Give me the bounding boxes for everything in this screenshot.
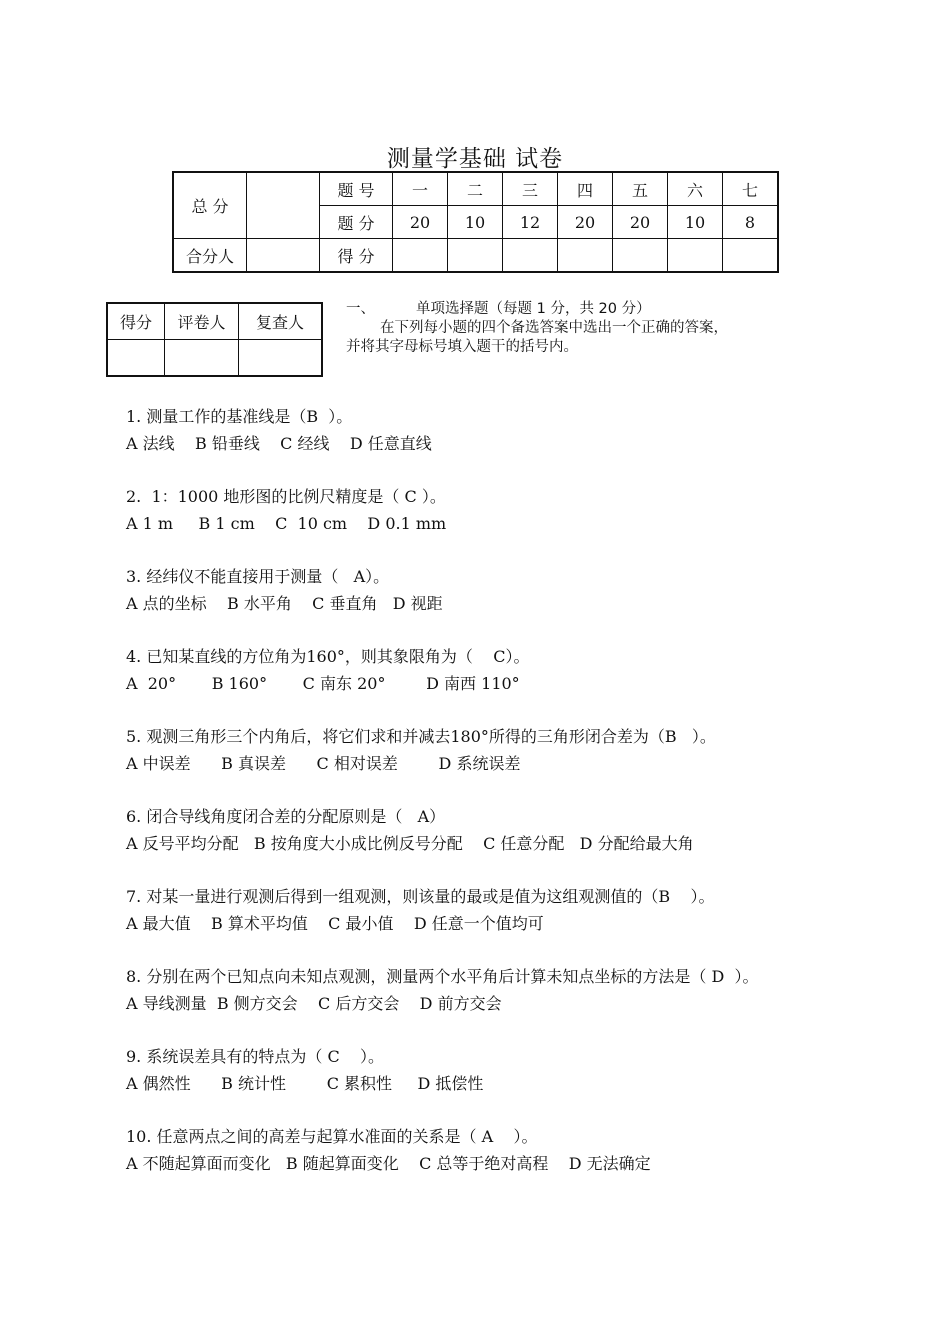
- question-7: [126, 883, 846, 963]
- question-stem: 5. 观测三角形三个内角后，将它们求和并减去180°所得的三角形闭合差为（B ）。: [126, 727, 716, 746]
- question-options: A 导线测量 B 侧方交会 C 后方交会 D 前方交会: [126, 994, 502, 1013]
- section-title: 单项选择题（每题 1 分，共 20 分）: [416, 301, 651, 317]
- question-options: A 中误差 B 真误差 C 相对误差 D 系统误差: [126, 754, 521, 773]
- score-table-row-obtained: [173, 239, 778, 273]
- question-6: [126, 803, 846, 883]
- score-table-row-qnum: [173, 172, 778, 206]
- section-score-1: 20: [393, 206, 448, 239]
- section-num-7: 七: [723, 172, 779, 206]
- question-stem: 3. 经纬仪不能直接用于测量（ A）。: [126, 567, 390, 586]
- section-num-6: 六: [668, 172, 723, 206]
- question-4: [126, 643, 846, 723]
- question-stem: 10. 任意两点之间的高差与起算水准面的关系是（ A ）。: [126, 1127, 538, 1146]
- grader-header-score: 得分: [107, 303, 165, 340]
- question-options: A 最大值 B 算术平均值 C 最小值 D 任意一个值均可: [126, 914, 544, 933]
- obtained-cell-4[interactable]: [558, 239, 613, 273]
- qnum-label: 题 号: [320, 172, 393, 206]
- page-title: 测量学基础 试卷: [386, 146, 564, 172]
- obtained-cell-5[interactable]: [613, 239, 668, 273]
- question-stem: 6. 闭合导线角度闭合差的分配原则是（ A）: [126, 807, 446, 826]
- question-options: A 不随起算面而变化 B 随起算面变化 C 总等于绝对高程 D 无法确定: [126, 1154, 651, 1173]
- section-score-3: 12: [503, 206, 558, 239]
- question-options: A 1 m B 1 cm C 10 cm D 0.1 mm: [126, 514, 447, 533]
- section-score-7: 8: [723, 206, 779, 239]
- question-stem: 8. 分别在两个已知点向未知点观测，测量两个水平角后计算未知点坐标的方法是（ D ）。: [126, 967, 759, 986]
- question-stem: 7. 对某一量进行观测后得到一组观测，则该量的最或是值为这组观测值的（B ）。: [126, 887, 715, 906]
- reviewer-name-cell[interactable]: [239, 340, 323, 377]
- question-list: [126, 403, 846, 1203]
- section-title-line: [346, 300, 826, 319]
- question-8: [126, 963, 846, 1043]
- total-score-cell[interactable]: [247, 172, 320, 239]
- question-5: [126, 723, 846, 803]
- question-9: [126, 1043, 846, 1123]
- combiner-label: 合分人: [173, 239, 247, 273]
- section-score-5: 20: [613, 206, 668, 239]
- section-heading: [346, 300, 826, 357]
- section-num-1: 一: [393, 172, 448, 206]
- grader-table: [106, 302, 323, 377]
- grader-input-row: [107, 340, 322, 377]
- question-3: [126, 563, 846, 643]
- section-score-6: 10: [668, 206, 723, 239]
- question-stem: 2. 1：1000 地形图的比例尺精度是（ C ）。: [126, 487, 446, 506]
- question-options: A 偶然性 B 统计性 C 累积性 D 抵偿性: [126, 1074, 484, 1093]
- grader-header-grader: 评卷人: [165, 303, 239, 340]
- obtained-cell-6[interactable]: [668, 239, 723, 273]
- obtained-label: 得 分: [320, 239, 393, 273]
- obtained-cell-2[interactable]: [448, 239, 503, 273]
- qscore-label: 题 分: [320, 206, 393, 239]
- grader-name-cell[interactable]: [165, 340, 239, 377]
- section-score-4: 20: [558, 206, 613, 239]
- question-1: [126, 403, 846, 483]
- question-stem: 1. 测量工作的基准线是（B ）。: [126, 407, 353, 426]
- obtained-cell-1[interactable]: [393, 239, 448, 273]
- section-number: 一、: [346, 301, 375, 317]
- section-num-5: 五: [613, 172, 668, 206]
- question-stem: 9. 系统误差具有的特点为（ C ）。: [126, 1047, 385, 1066]
- section-instruction-1: 在下列每小题的四个备选答案中选出一个正确的答案，: [380, 320, 728, 336]
- question-options: A 点的坐标 B 水平角 C 垂直角 D 视距: [126, 594, 443, 613]
- total-label: 总 分: [173, 172, 247, 239]
- section-num-4: 四: [558, 172, 613, 206]
- obtained-cell-7[interactable]: [723, 239, 779, 273]
- obtained-cell-3[interactable]: [503, 239, 558, 273]
- question-options: A 法线 B 铅垂线 C 经线 D 任意直线: [126, 434, 432, 453]
- section-num-2: 二: [448, 172, 503, 206]
- question-stem: 4. 已知某直线的方位角为160°，则其象限角为（ C）。: [126, 647, 530, 666]
- question-options: A 反号平均分配 B 按角度大小成比例反号分配 C 任意分配 D 分配给最大角: [126, 834, 694, 853]
- question-options: A 20° B 160° C 南东 20° D 南西 110°: [126, 674, 520, 693]
- question-10: [126, 1123, 846, 1203]
- section-num-3: 三: [503, 172, 558, 206]
- grader-score-cell[interactable]: [107, 340, 165, 377]
- section-instruction-2: 并将其字母标号填入题干的括号内。: [346, 339, 578, 355]
- grader-header-reviewer: 复查人: [239, 303, 323, 340]
- section-score-2: 10: [448, 206, 503, 239]
- question-2: [126, 483, 846, 563]
- grader-header-row: [107, 303, 322, 340]
- combiner-cell[interactable]: [247, 239, 320, 273]
- score-table: [172, 171, 779, 273]
